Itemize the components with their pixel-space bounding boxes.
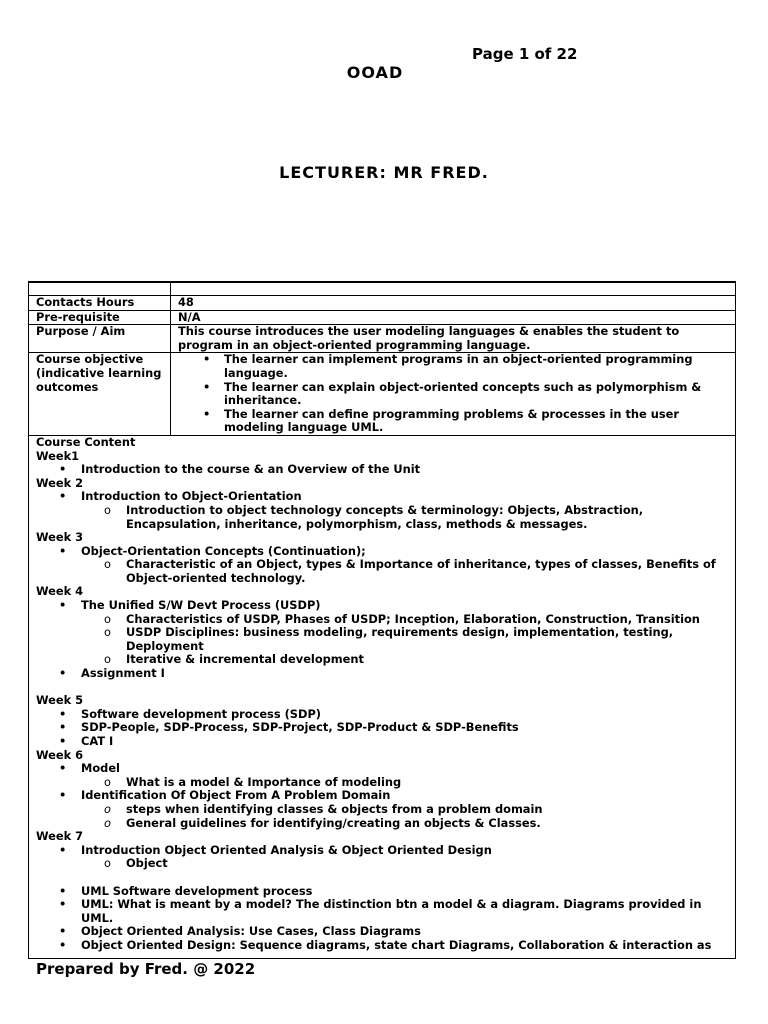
topic-text: Object Oriented Analysis: Use Cases, Class Diagrams — [81, 924, 421, 939]
list-item — [81, 939, 729, 953]
week-label: Week1 — [36, 448, 80, 463]
list-item — [81, 844, 729, 885]
topic-text: Introduction to the course & an Overview of the Unit — [81, 462, 421, 477]
list-item: o steps when identifying classes & objects from a problem domain — [126, 803, 729, 817]
table-row-course-content — [29, 435, 736, 958]
list-item — [81, 885, 729, 899]
course-title — [0, 63, 768, 82]
subtopic-list — [81, 558, 729, 585]
lecturer-heading: LECTURER: MR FRED. — [279, 163, 489, 182]
week-topics — [36, 545, 729, 586]
course-title-text: OOAD — [346, 63, 404, 82]
list-item: o Characteristic of an Object, types & Importance of inheritance, types of classes, Benefits of Object-oriented technology. — [126, 558, 729, 585]
list-item: o Introduction to object technology concepts & terminology: Objects, Abstraction, Encapsulation, inheritance, polymorphism, class, methods & messages. — [126, 504, 729, 531]
list-item — [81, 599, 729, 667]
week-topics — [36, 490, 729, 531]
table-header-row — [29, 282, 736, 296]
list-item — [81, 463, 729, 477]
list-item: o Iterative & incremental development — [126, 653, 729, 667]
course-content-cell — [29, 435, 736, 958]
topic-text: Assignment I — [81, 666, 165, 681]
list-item — [81, 898, 729, 925]
topic-text: SDP-People, SDP-Process, SDP-Project, SDP-Product & SDP-Benefits — [81, 720, 519, 735]
content-heading: Course Content — [36, 435, 136, 449]
topic-text: UML: What is meant by a model? The distinction btn a model & a diagram. Diagrams provided in UML. — [81, 897, 702, 925]
table-cell — [29, 282, 171, 296]
week-topics — [36, 599, 729, 681]
table-cell — [171, 282, 736, 296]
page-number: Page 1 of 22 — [472, 45, 578, 63]
row-label: Purpose / Aim — [29, 325, 171, 353]
subtopic-list — [81, 803, 729, 830]
spacer — [81, 871, 729, 885]
week-topics — [36, 463, 729, 477]
row-label: Course objective (indicative learning outcomes — [29, 353, 171, 436]
list-item — [81, 667, 729, 681]
topic-text: CAT I — [81, 734, 114, 748]
topic-text: The Unified S/W Devt Process (USDP) — [81, 598, 321, 613]
week-label: Week 3 — [36, 530, 84, 545]
list-item — [81, 708, 729, 722]
list-item — [81, 762, 729, 789]
list-item — [81, 735, 729, 749]
week-label: Week 7 — [36, 829, 84, 844]
list-item: o General guidelines for identifying/creating an objects & Classes. — [126, 817, 729, 831]
topic-text: Object Oriented Design: Sequence diagrams, state chart Diagrams, Collaboration & interaction as — [81, 937, 712, 952]
topic-text: Software development process (SDP) — [81, 706, 321, 721]
prepared-by-footer: Prepared by Fred. @ 2022 — [36, 960, 256, 978]
subtopic-list — [81, 776, 729, 790]
list-item — [81, 721, 729, 735]
topic-text: Introduction to Object-Orientation — [81, 489, 302, 504]
objective-list — [178, 353, 729, 435]
spacer — [36, 681, 729, 695]
subtopic-list — [81, 857, 729, 871]
week-topics — [36, 708, 729, 749]
table-row-objective — [29, 353, 736, 436]
list-item: o What is a model & Importance of modeling — [126, 776, 729, 790]
topic-text: Introduction Object Oriented Analysis & Object Oriented Design — [81, 842, 492, 857]
week-topics — [36, 762, 729, 830]
list-item: o USDP Disciplines: business modeling, requirements design, implementation, testing, Deployment — [126, 626, 729, 653]
row-value: 48 — [171, 296, 736, 311]
list-item: • The learner can implement programs in an object-oriented programming language. — [224, 353, 729, 380]
table-row-prerequisite — [29, 310, 736, 325]
row-value — [171, 353, 736, 436]
list-item: • The learner can define programming problems & processes in the user modeling language UML. — [224, 408, 729, 435]
week-label: Week 2 — [36, 475, 84, 490]
subtopic-list — [81, 613, 729, 667]
topic-text: Model — [81, 761, 120, 776]
row-value: This course introduces the user modeling languages & enables the student to program in an object-oriented programming language. — [171, 325, 736, 353]
list-item — [81, 490, 729, 531]
subtopic-list — [81, 504, 729, 531]
row-value: N/A — [171, 310, 736, 325]
topic-text: UML Software development process — [81, 883, 313, 898]
week-label: Week 5 — [36, 693, 84, 708]
list-item: o Object — [126, 857, 729, 871]
table-row-contact-hours — [29, 296, 736, 311]
topic-text: Object-Orientation Concepts (Continuation); — [81, 543, 366, 558]
row-label: Pre-requisite — [29, 310, 171, 325]
list-item: • The learner can explain object-oriented concepts such as polymorphism & inheritance. — [224, 381, 729, 408]
row-label: Contacts Hours — [29, 296, 171, 311]
course-content — [36, 436, 729, 958]
list-item — [81, 545, 729, 586]
topic-text: Identification Of Object From A Problem Domain — [81, 788, 391, 803]
week-topics — [36, 844, 729, 953]
course-outline-table — [28, 281, 736, 959]
list-item: o Characteristics of USDP, Phases of USDP; Inception, Elaboration, Construction, Transition — [126, 613, 729, 627]
week-label: Week 6 — [36, 747, 84, 762]
table-row-purpose — [29, 325, 736, 353]
list-item — [81, 789, 729, 830]
week-label: Week 4 — [36, 584, 84, 599]
list-item — [81, 925, 729, 939]
